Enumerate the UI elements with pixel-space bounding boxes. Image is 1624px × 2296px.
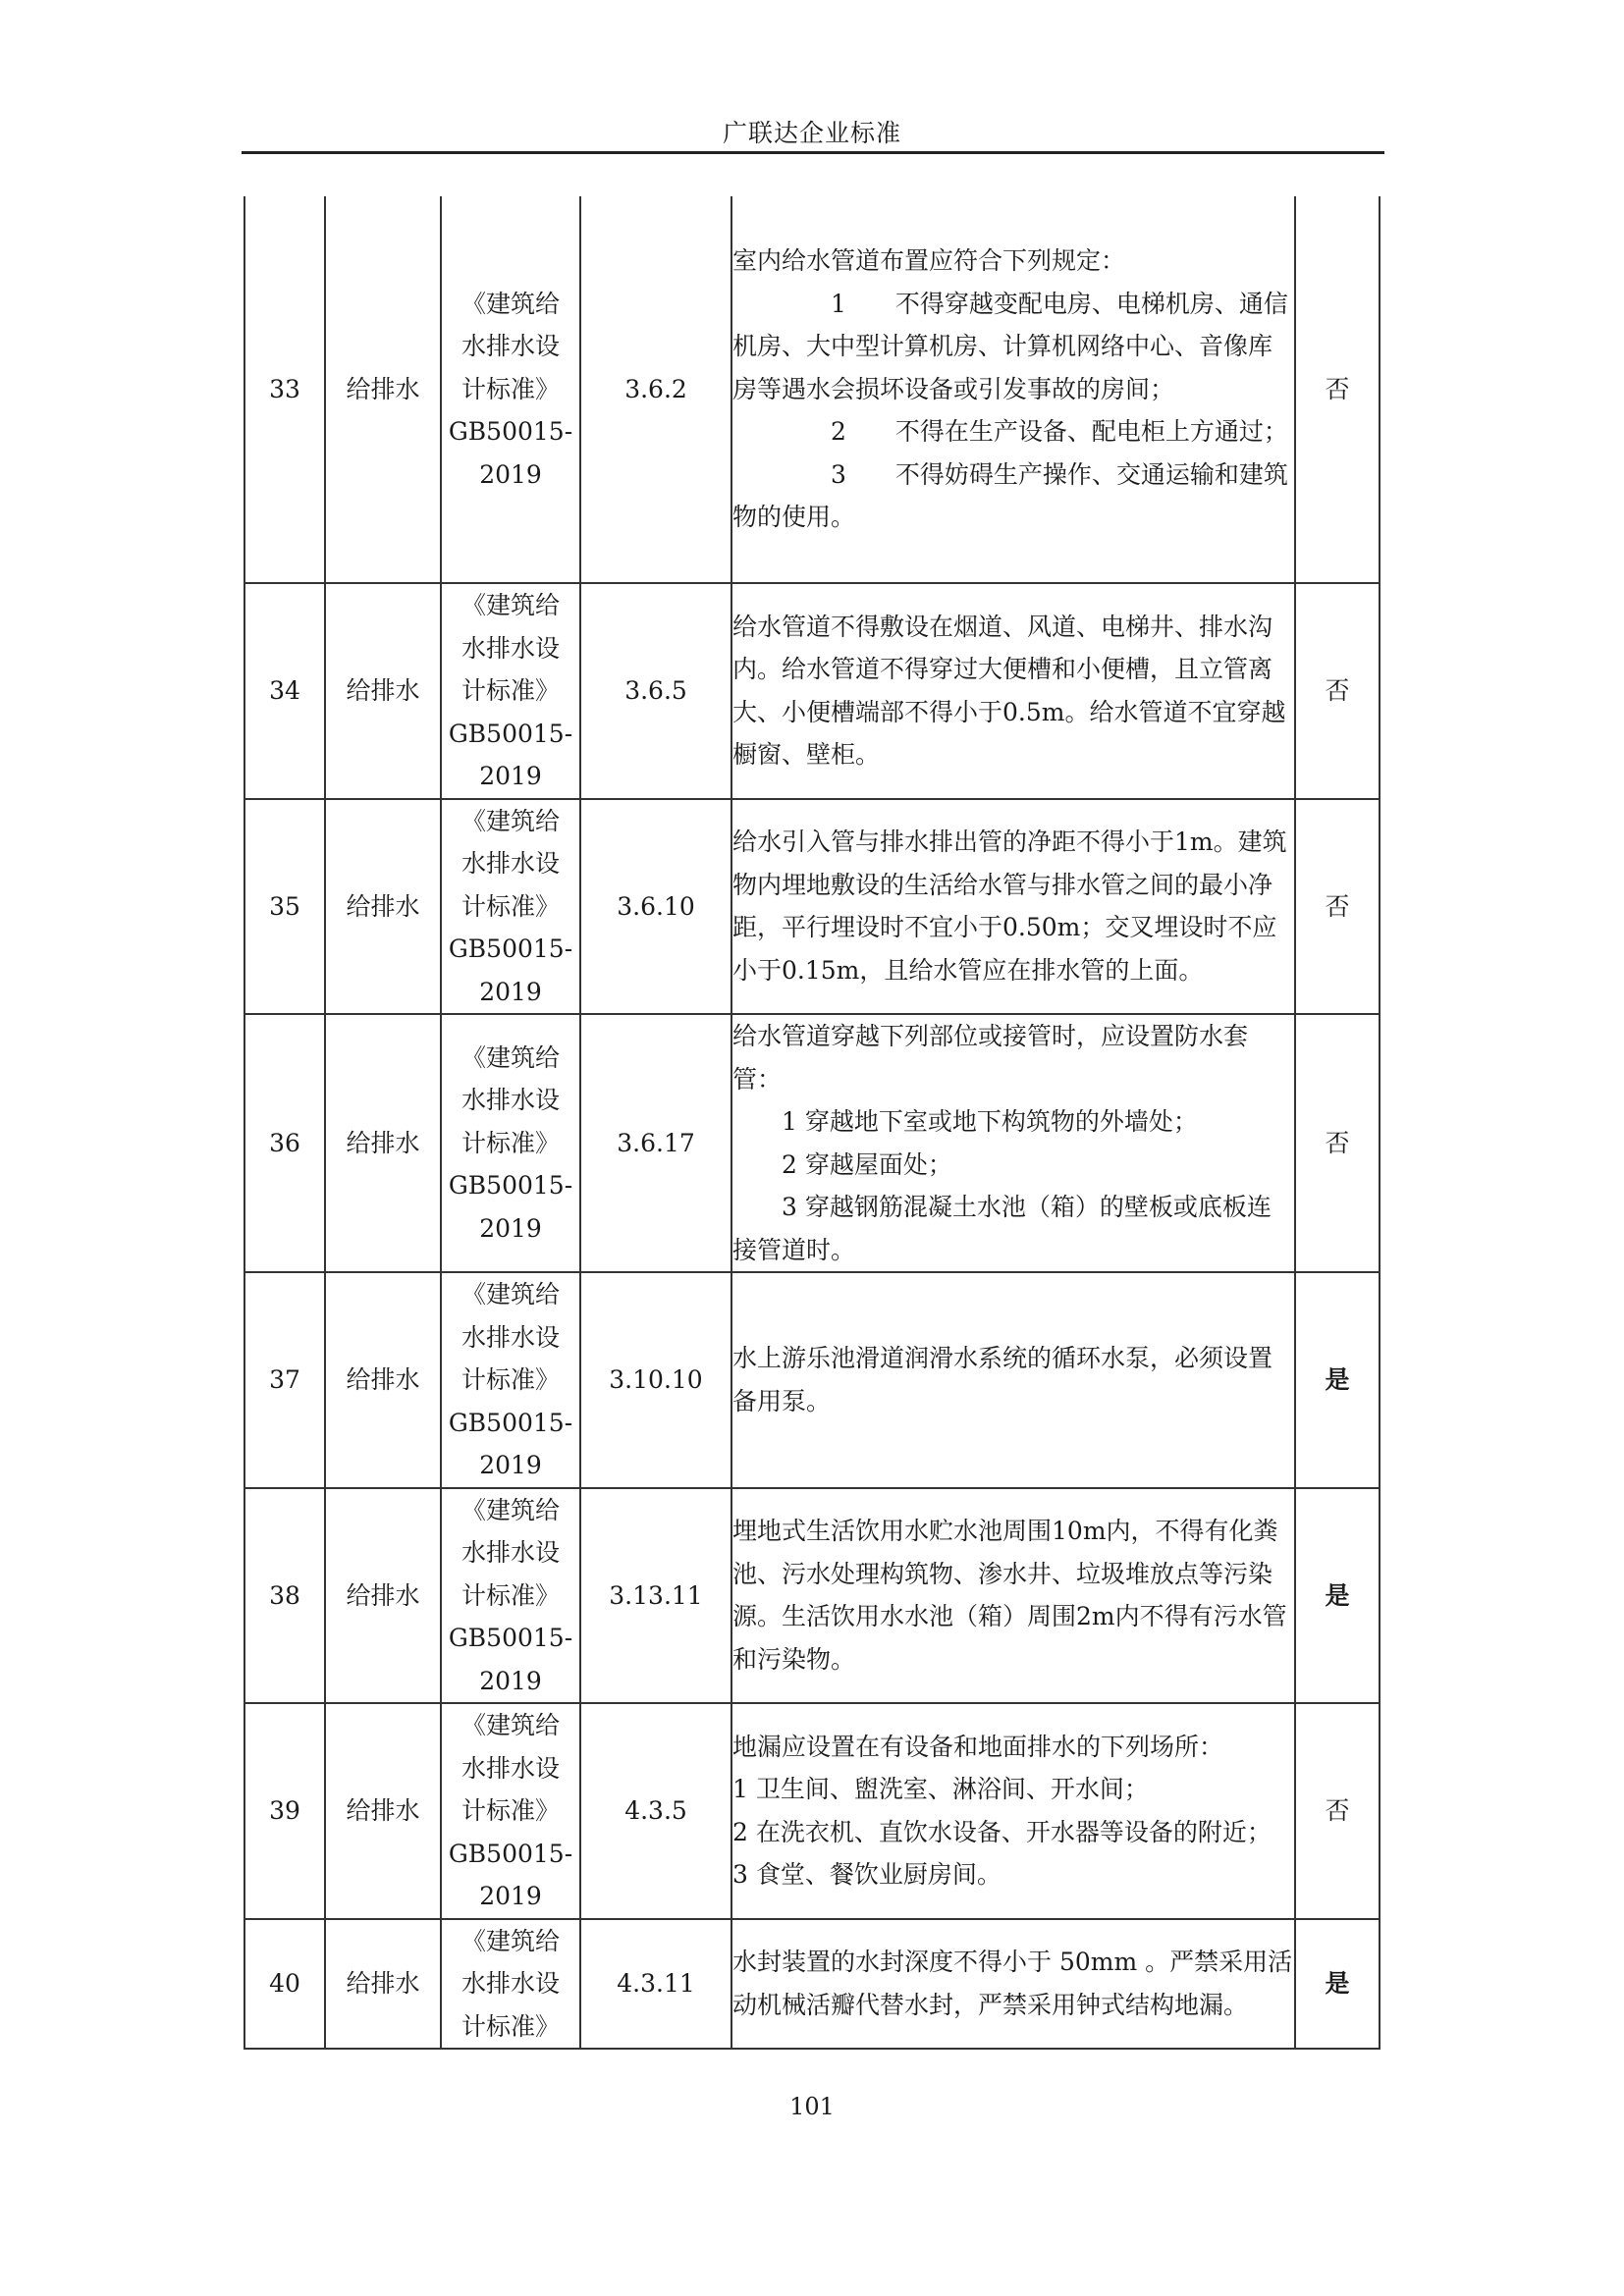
mandatory-flag-cell: 否 (1295, 196, 1380, 583)
source-line: 计标准》 (460, 676, 560, 705)
clause-content-cell (731, 1919, 1295, 2050)
source-line: 2019 (479, 762, 542, 790)
source-line: GB50015- (448, 934, 573, 963)
source-line: 2019 (479, 1666, 542, 1695)
clause-number-cell: 3.6.2 (580, 196, 731, 583)
content-paragraph: 室内给水管道布置应符合下列规定： (732, 246, 1126, 276)
source-line: 计标准》 (460, 1365, 560, 1394)
category-cell: 给排水 (325, 799, 441, 1015)
category-cell: 给排水 (325, 1272, 441, 1488)
content-paragraph: 1 穿越地下室或地下构筑物的外墙处； (732, 1107, 1198, 1136)
page-header-title: 广联达企业标准 (722, 119, 901, 147)
table-row (244, 1919, 1380, 2050)
source-standard-cell (441, 1014, 580, 1272)
source-line: 计标准》 (460, 2011, 560, 2041)
clause-number-cell: 4.3.11 (580, 1919, 731, 2050)
source-standard-cell (441, 799, 580, 1015)
source-line: 水排水设 (460, 1538, 560, 1567)
clause-content-cell (731, 1703, 1295, 1919)
source-line: 《建筑给 (460, 1926, 560, 1955)
row-number-cell: 35 (244, 799, 325, 1015)
content-paragraph: 给水管道穿越下列部位或接管时，应设置防水套管： (732, 1022, 1249, 1094)
row-number-cell: 37 (244, 1272, 325, 1488)
clause-content-cell (731, 1488, 1295, 1704)
source-line: 水排水设 (460, 849, 560, 878)
row-number-cell: 36 (244, 1014, 325, 1272)
source-line: 《建筑给 (460, 591, 560, 619)
clause-content-cell (731, 799, 1295, 1015)
page-number: 101 (789, 2093, 835, 2120)
content-paragraph: 埋地式生活饮用水贮水池周围10m内，不得有化粪池、污水处理构筑物、渗水井、垃圾堆放点等污染源。生活饮用水水池（箱）周围2m内不得有污水管和污染物。 (732, 1517, 1287, 1674)
source-standard-cell (441, 1272, 580, 1488)
source-line: 《建筑给 (460, 1711, 560, 1739)
source-standard-cell (441, 1488, 580, 1704)
source-standard-cell (441, 196, 580, 583)
clause-number-cell: 3.10.10 (580, 1272, 731, 1488)
table-row (244, 1272, 1380, 1488)
row-number-cell: 40 (244, 1919, 325, 2050)
mandatory-flag-cell: 否 (1295, 583, 1380, 799)
source-line: 计标准》 (460, 891, 560, 921)
source-line: 计标准》 (460, 1796, 560, 1825)
clause-number-cell: 3.6.5 (580, 583, 731, 799)
category-cell: 给排水 (325, 1014, 441, 1272)
table-row (244, 1703, 1380, 1919)
row-number-cell: 38 (244, 1488, 325, 1704)
clause-content-cell (731, 583, 1295, 799)
source-line: 2019 (479, 1451, 542, 1479)
clause-content-cell (731, 1272, 1295, 1488)
source-line: GB50015- (448, 1171, 573, 1201)
source-line: 水排水设 (460, 1086, 560, 1115)
source-standard-cell (441, 583, 580, 799)
standards-table-body (244, 196, 1380, 2049)
source-line: 《建筑给 (460, 289, 560, 318)
content-paragraph: 2 穿越屋面处； (732, 1149, 952, 1179)
mandatory-flag-cell: 否 (1295, 1014, 1380, 1272)
content-paragraph: 3 穿越钢筋混凝土水池（箱）的壁板或底板连接管道时。 (732, 1193, 1272, 1264)
table-row (244, 583, 1380, 799)
source-line: 2019 (479, 1213, 542, 1243)
content-paragraph: 给水管道不得敷设在烟道、风道、电梯井、排水沟内。给水管道不得穿过大便槽和小便槽，且立管离大、小便槽端部不得小于0.5m。给水管道不宜穿越橱窗、壁柜。 (732, 612, 1286, 770)
source-line: 计标准》 (460, 374, 560, 403)
content-paragraph: 2 在洗衣机、直饮水设备、开水器等设备的附近； (732, 1817, 1272, 1846)
source-line: GB50015- (448, 719, 573, 748)
source-line: 计标准》 (460, 1580, 560, 1610)
mandatory-flag-cell: 否 (1295, 1703, 1380, 1919)
source-line: 水排水设 (460, 332, 560, 361)
source-line: 2019 (479, 1882, 542, 1910)
source-line: 水排水设 (460, 1322, 560, 1352)
row-number-cell: 39 (244, 1703, 325, 1919)
content-paragraph: 地漏应设置在有设备和地面排水的下列场所： (732, 1732, 1224, 1761)
content-paragraph: 1 卫生间、盥洗室、淋浴间、开水间； (732, 1775, 1149, 1804)
mandatory-flag-cell: 是 (1295, 1272, 1380, 1488)
clause-content-cell (731, 196, 1295, 583)
source-line: 水排水设 (460, 633, 560, 663)
source-standard-cell (441, 1703, 580, 1919)
content-paragraph: 3 不得妨碍生产操作、交通运输和建筑物的使用。 (732, 459, 1288, 532)
clause-number-cell: 3.6.17 (580, 1014, 731, 1272)
source-line: GB50015- (448, 417, 573, 447)
table-row (244, 799, 1380, 1015)
source-line: 2019 (479, 459, 542, 489)
header-divider (242, 151, 1384, 154)
mandatory-flag-cell: 是 (1295, 1488, 1380, 1704)
content-paragraph: 水上游乐池滑道润滑水系统的循环水泵，必须设置备用泵。 (732, 1344, 1273, 1415)
source-line: GB50015- (448, 1839, 573, 1868)
table-row (244, 1488, 1380, 1704)
category-cell: 给排水 (325, 1488, 441, 1704)
source-line: 《建筑给 (460, 806, 560, 835)
category-cell: 给排水 (325, 1703, 441, 1919)
content-paragraph: 给水引入管与排水排出管的净距不得小于1m。建筑物内埋地敷设的生活给水管与排水管之间的最小净距，平行埋设时不宜小于0.50m；交叉埋设时不应小于0.15m，且给水管应在排水管的上面。 (732, 828, 1287, 985)
clause-number-cell: 3.6.10 (580, 799, 731, 1015)
source-line: 《建筑给 (460, 1042, 560, 1072)
source-line: GB50015- (448, 1624, 573, 1652)
content-paragraph: 2 不得在生产设备、配电柜上方通过； (732, 417, 1288, 447)
table-row (244, 196, 1380, 583)
source-line: GB50015- (448, 1408, 573, 1437)
content-paragraph: 3 食堂、餐饮业厨房间。 (732, 1860, 1001, 1890)
clause-number-cell: 3.13.11 (580, 1488, 731, 1704)
source-line: 2019 (479, 977, 542, 1006)
table-row (244, 1014, 1380, 1272)
mandatory-flag-cell: 是 (1295, 1919, 1380, 2050)
clause-number-cell: 4.3.5 (580, 1703, 731, 1919)
content-paragraph: 1 不得穿越变配电房、电梯机房、通信机房、大中型计算机房、计算机网络中心、音像库房等遇水会损坏设备或引发事故的房间； (732, 289, 1288, 403)
source-line: 水排水设 (460, 1753, 560, 1783)
category-cell: 给排水 (325, 583, 441, 799)
row-number-cell: 34 (244, 583, 325, 799)
category-cell: 给排水 (325, 196, 441, 583)
mandatory-flag-cell: 否 (1295, 799, 1380, 1015)
row-number-cell: 33 (244, 196, 325, 583)
content-paragraph: 水封装置的水封深度不得小于 50mm 。严禁采用活动机械活瓣代替水封，严禁采用钟式结构地漏。 (732, 1948, 1293, 2019)
source-standard-cell (441, 1919, 580, 2050)
clause-content-cell (731, 1014, 1295, 1272)
source-line: 《建筑给 (460, 1280, 560, 1308)
source-line: 水排水设 (460, 1969, 560, 1998)
source-line: 计标准》 (460, 1128, 560, 1157)
standards-table (244, 196, 1380, 2050)
source-line: 《建筑给 (460, 1495, 560, 1524)
category-cell: 给排水 (325, 1919, 441, 2050)
